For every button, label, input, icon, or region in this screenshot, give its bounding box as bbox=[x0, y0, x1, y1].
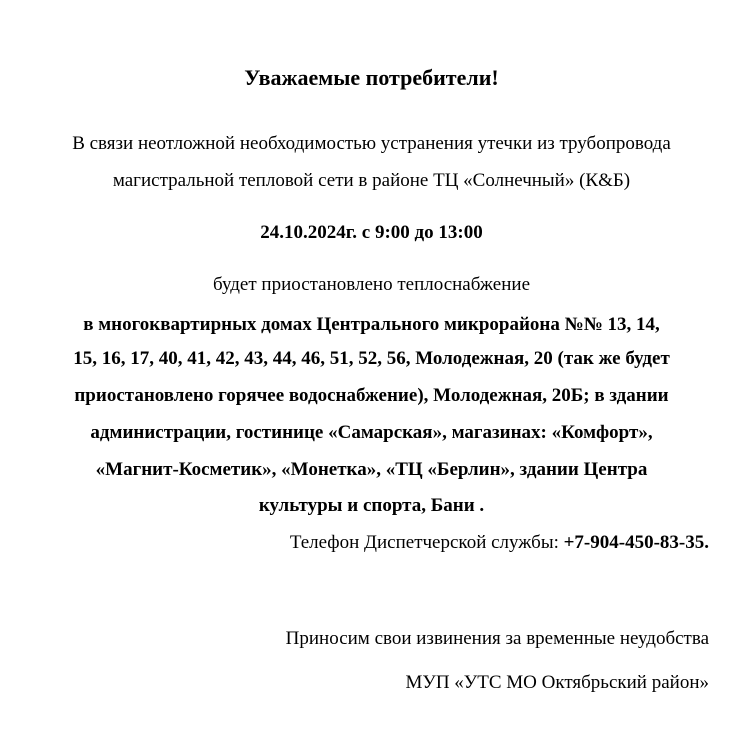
signature: МУП «УТС МО Октябрьский район» bbox=[405, 672, 709, 693]
phone-label: Телефон Диспетчерской службы: bbox=[289, 532, 564, 553]
notice-title: Уважаемые потребители! bbox=[244, 65, 499, 90]
phone-number: +7-904-450-83-35. bbox=[563, 532, 709, 553]
affected-line-5: «Магнит-Косметик», «Монетка», «ТЦ «Берлин», здании Центра bbox=[95, 459, 648, 480]
affected-line-4: администрации, гостинице «Самарская», магазинах: «Комфорт», bbox=[90, 422, 653, 443]
suspension-text: будет приостановлено теплоснабжение bbox=[213, 274, 530, 295]
intro-line-2: магистральной тепловой сети в районе ТЦ «Солнечный» (К&Б) bbox=[112, 170, 631, 191]
intro-line-1: В связи неотложной необходимостью устранения утечки из трубопровода bbox=[72, 133, 671, 154]
outage-datetime: 24.10.2024г. с 9:00 до 13:00 bbox=[260, 222, 483, 243]
phone-line bbox=[290, 531, 709, 555]
affected-line-6: культуры и спорта, Бани . bbox=[258, 495, 485, 516]
affected-line-1: в многоквартирных домах Центрального микрорайона №№ 13, 14, bbox=[83, 314, 660, 335]
apology-text: Приносим свои извинения за временные неудобства bbox=[285, 628, 709, 649]
affected-line-3: приостановлено горячее водоснабжение), Молодежная, 20Б; в здании bbox=[74, 385, 669, 406]
affected-line-2: 15, 16, 17, 40, 41, 42, 43, 44, 46, 51, 52, 56, Молодежная, 20 (так же будет bbox=[73, 348, 670, 369]
